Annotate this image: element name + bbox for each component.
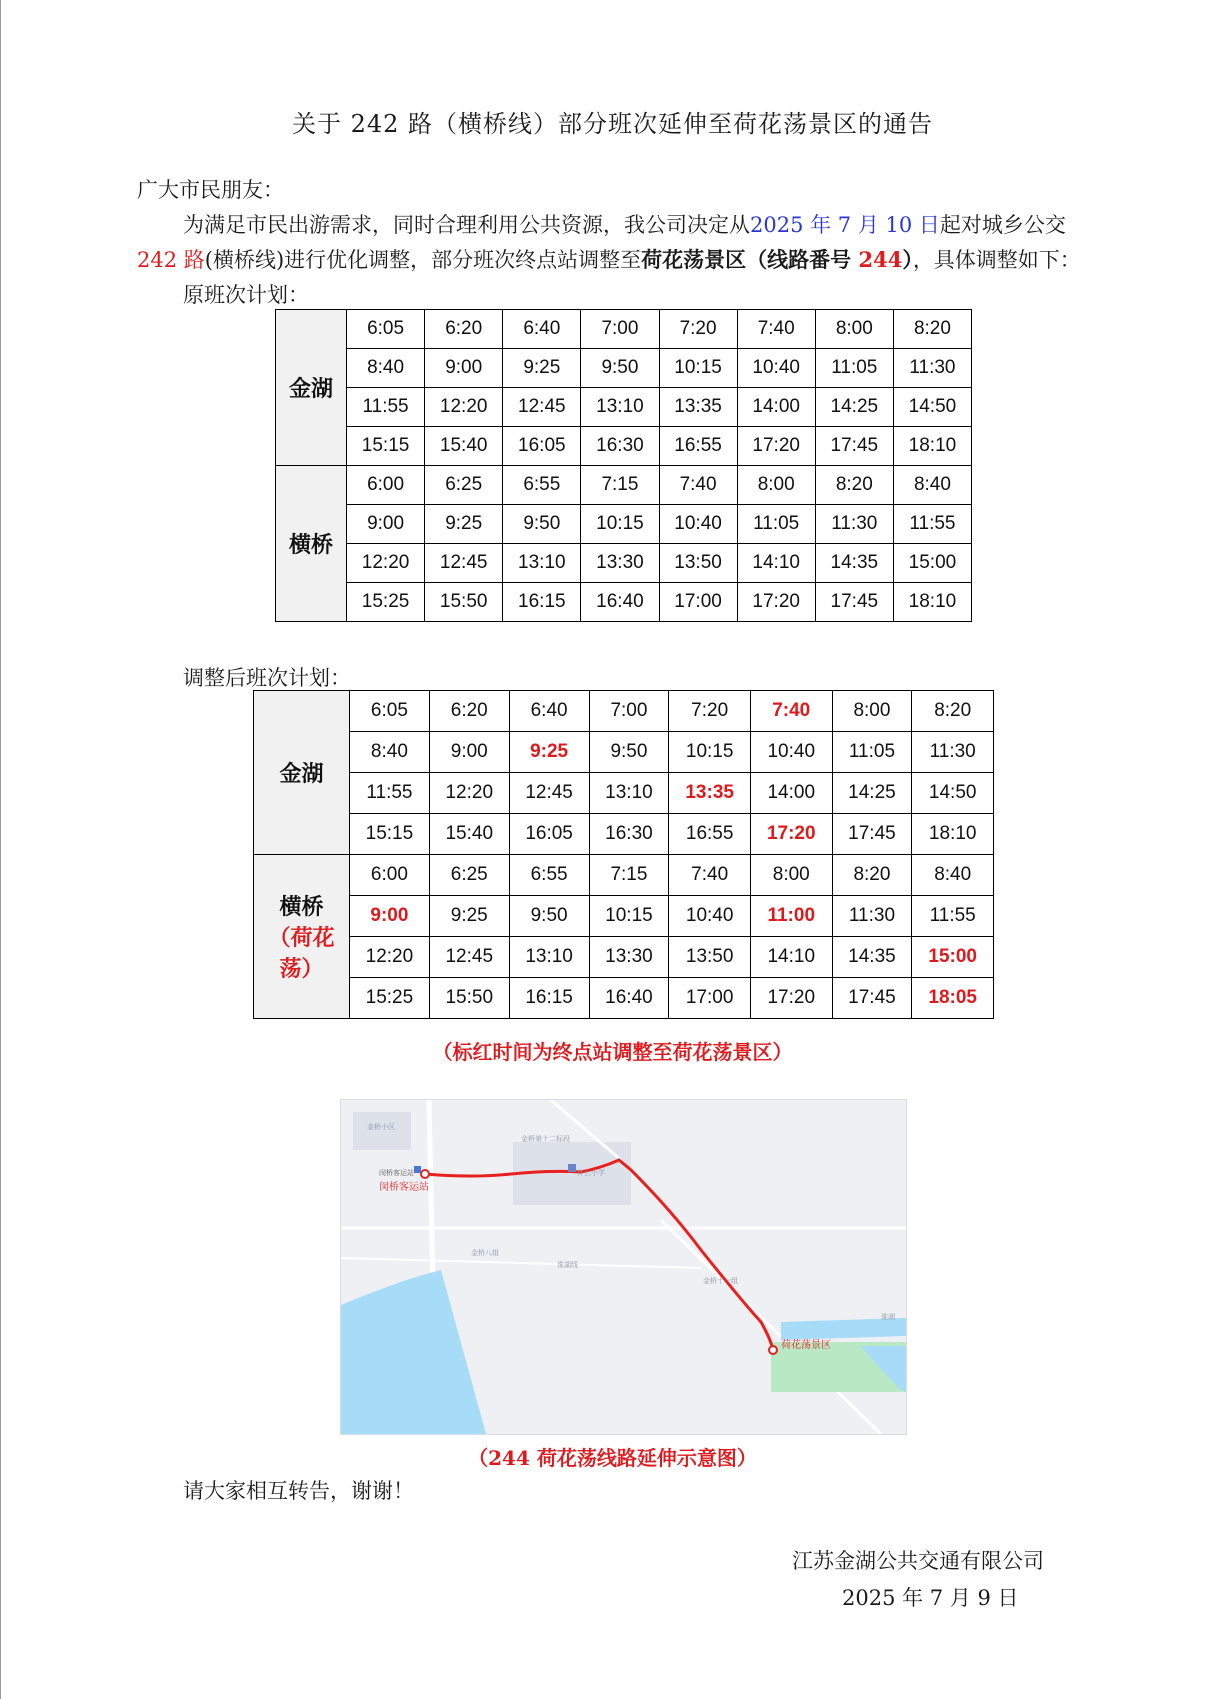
schedule-row bbox=[276, 466, 972, 505]
departure-time: 11:55 bbox=[912, 896, 994, 937]
departure-time: 9:00 bbox=[429, 732, 509, 773]
adjusted-schedule-table bbox=[253, 690, 994, 1019]
departure-time: 16:30 bbox=[581, 427, 659, 466]
body-paragraph-line-2 bbox=[137, 244, 1081, 274]
departure-time: 9:25 bbox=[503, 349, 581, 388]
route-paren-open: （线路番号 bbox=[746, 247, 859, 272]
departure-time: 13:30 bbox=[581, 544, 659, 583]
departure-time: 15:00 bbox=[893, 544, 971, 583]
schedule-row bbox=[254, 814, 994, 855]
departure-time: 16:40 bbox=[581, 583, 659, 622]
original-schedule-heading: 原班次计划： bbox=[183, 283, 309, 307]
schedule-row bbox=[254, 937, 994, 978]
departure-time: 8:40 bbox=[350, 732, 430, 773]
map-graphic bbox=[341, 1100, 906, 1434]
departure-time: 7:40 bbox=[659, 466, 737, 505]
departure-time: 14:50 bbox=[893, 388, 971, 427]
map-label-poi: 金桥第十二标段 bbox=[521, 1136, 570, 1143]
stop-sub-label: （荷花荡） bbox=[268, 925, 335, 982]
schedule-row bbox=[254, 773, 994, 814]
departure-time: 6:25 bbox=[429, 855, 509, 896]
departure-time: 10:40 bbox=[750, 732, 832, 773]
departure-time: 12:20 bbox=[425, 388, 503, 427]
departure-time: 8:20 bbox=[832, 855, 912, 896]
departure-time: 18:10 bbox=[893, 583, 971, 622]
departure-time: 11:30 bbox=[832, 896, 912, 937]
departure-time: 16:40 bbox=[589, 978, 669, 1019]
departure-time: 17:45 bbox=[815, 583, 893, 622]
departure-time: 7:40 bbox=[750, 691, 832, 732]
departure-time: 6:55 bbox=[503, 466, 581, 505]
departure-time: 17:20 bbox=[737, 583, 815, 622]
departure-time: 11:05 bbox=[815, 349, 893, 388]
route-number: 242 路 bbox=[137, 248, 205, 272]
schedule-row bbox=[276, 505, 972, 544]
departure-time: 13:10 bbox=[589, 773, 669, 814]
stop-label: 横桥 bbox=[288, 532, 333, 558]
map-label-poi: 什么小学 bbox=[577, 1170, 605, 1177]
departure-time: 16:30 bbox=[589, 814, 669, 855]
departure-time: 11:00 bbox=[750, 896, 832, 937]
route-paren-close: ） bbox=[902, 247, 913, 272]
notice-title: 关于 242 路（横桥线）部分班次延伸至荷花荡景区的通告 bbox=[291, 110, 934, 138]
map-label-end: 荷花荡景区 bbox=[781, 1340, 831, 1351]
departure-time: 8:20 bbox=[815, 466, 893, 505]
departure-time: 11:55 bbox=[893, 505, 971, 544]
departure-time: 15:15 bbox=[347, 427, 425, 466]
body-paragraph-line-1 bbox=[183, 209, 1066, 239]
departure-time: 17:00 bbox=[659, 583, 737, 622]
departure-time: 6:55 bbox=[509, 855, 589, 896]
departure-time: 12:45 bbox=[429, 937, 509, 978]
departure-time: 7:20 bbox=[659, 310, 737, 349]
departure-time: 18:10 bbox=[912, 814, 994, 855]
departure-time: 8:20 bbox=[893, 310, 971, 349]
departure-time: 15:50 bbox=[425, 583, 503, 622]
schedule-row bbox=[276, 349, 972, 388]
departure-time: 11:30 bbox=[912, 732, 994, 773]
departure-time: 7:40 bbox=[669, 855, 751, 896]
schedule-row bbox=[254, 732, 994, 773]
map-label-poi: 金桥十一组 bbox=[703, 1278, 738, 1285]
departure-time: 8:00 bbox=[750, 855, 832, 896]
departure-time: 10:15 bbox=[589, 896, 669, 937]
departure-time: 14:00 bbox=[750, 773, 832, 814]
body-text: ，具体调整如下： bbox=[912, 248, 1081, 272]
map-caption: （244 荷花荡线路延伸示意图） bbox=[468, 1446, 757, 1470]
departure-time: 6:20 bbox=[429, 691, 509, 732]
end-marker bbox=[769, 1346, 777, 1354]
departure-time: 11:05 bbox=[737, 505, 815, 544]
departure-time: 15:40 bbox=[425, 427, 503, 466]
body-text: 起对城乡公交 bbox=[939, 213, 1066, 237]
departure-time: 18:10 bbox=[893, 427, 971, 466]
departure-time: 14:25 bbox=[815, 388, 893, 427]
departure-time: 16:05 bbox=[509, 814, 589, 855]
departure-time: 13:10 bbox=[503, 544, 581, 583]
departure-time: 13:30 bbox=[589, 937, 669, 978]
departure-time: 8:00 bbox=[815, 310, 893, 349]
departure-time: 6:05 bbox=[350, 691, 430, 732]
schedule-row bbox=[276, 427, 972, 466]
stop-label: 横桥 bbox=[279, 894, 324, 920]
departure-time: 9:50 bbox=[509, 896, 589, 937]
departure-time: 14:25 bbox=[832, 773, 912, 814]
departure-time: 16:55 bbox=[669, 814, 751, 855]
map-label-start-small: 闵桥客运站 bbox=[379, 1170, 414, 1177]
map-label-poi: 金桥八组 bbox=[471, 1250, 499, 1257]
schedule-row bbox=[254, 896, 994, 937]
departure-time: 6:25 bbox=[425, 466, 503, 505]
departure-time: 11:30 bbox=[893, 349, 971, 388]
departure-time: 13:50 bbox=[669, 937, 751, 978]
departure-time: 14:10 bbox=[750, 937, 832, 978]
destination-name: 荷花荡景区 bbox=[641, 247, 747, 272]
departure-time: 13:35 bbox=[669, 773, 751, 814]
departure-time: 15:50 bbox=[429, 978, 509, 1019]
schedule-row bbox=[276, 544, 972, 583]
departure-time: 8:40 bbox=[912, 855, 994, 896]
departure-time: 7:00 bbox=[589, 691, 669, 732]
departure-time: 7:15 bbox=[589, 855, 669, 896]
departure-time: 16:05 bbox=[503, 427, 581, 466]
adjusted-schedule-heading: 调整后班次计划： bbox=[183, 666, 351, 690]
departure-time: 15:25 bbox=[350, 978, 430, 1019]
departure-time: 11:30 bbox=[815, 505, 893, 544]
departure-time: 6:00 bbox=[350, 855, 430, 896]
departure-time: 8:00 bbox=[832, 691, 912, 732]
departure-time: 16:55 bbox=[659, 427, 737, 466]
departure-time: 10:15 bbox=[581, 505, 659, 544]
departure-time: 8:00 bbox=[737, 466, 815, 505]
stop-name-hengqiao bbox=[276, 466, 347, 622]
stop-label: 金湖 bbox=[288, 376, 333, 402]
departure-time: 12:20 bbox=[350, 937, 430, 978]
departure-time: 15:15 bbox=[350, 814, 430, 855]
departure-time: 9:00 bbox=[425, 349, 503, 388]
departure-time: 6:00 bbox=[347, 466, 425, 505]
departure-time: 6:05 bbox=[347, 310, 425, 349]
departure-time: 15:25 bbox=[347, 583, 425, 622]
departure-time: 15:00 bbox=[912, 937, 994, 978]
departure-time: 6:40 bbox=[509, 691, 589, 732]
departure-time: 8:40 bbox=[347, 349, 425, 388]
schedule-row bbox=[254, 978, 994, 1019]
departure-time: 7:40 bbox=[737, 310, 815, 349]
departure-time: 18:05 bbox=[912, 978, 994, 1019]
departure-time: 10:15 bbox=[659, 349, 737, 388]
departure-time: 13:50 bbox=[659, 544, 737, 583]
departure-time: 13:35 bbox=[659, 388, 737, 427]
departure-time: 12:45 bbox=[503, 388, 581, 427]
departure-time: 14:35 bbox=[815, 544, 893, 583]
departure-time: 9:25 bbox=[429, 896, 509, 937]
departure-time: 15:40 bbox=[429, 814, 509, 855]
departure-time: 12:45 bbox=[425, 544, 503, 583]
departure-time: 10:40 bbox=[659, 505, 737, 544]
departure-time: 16:15 bbox=[503, 583, 581, 622]
map-label-poi: 金桥小区 bbox=[367, 1124, 395, 1131]
departure-time: 17:20 bbox=[750, 814, 832, 855]
stop-name-jinhu bbox=[276, 310, 347, 466]
departure-time: 11:55 bbox=[347, 388, 425, 427]
departure-time: 7:20 bbox=[669, 691, 751, 732]
departure-time: 9:50 bbox=[581, 349, 659, 388]
departure-time: 9:00 bbox=[347, 505, 425, 544]
schedule-row bbox=[276, 310, 972, 349]
departure-time: 17:00 bbox=[669, 978, 751, 1019]
map-label-poi: 淮湖 bbox=[881, 1314, 895, 1321]
departure-time: 14:00 bbox=[737, 388, 815, 427]
departure-time: 13:10 bbox=[581, 388, 659, 427]
departure-time: 9:25 bbox=[509, 732, 589, 773]
departure-time: 12:20 bbox=[429, 773, 509, 814]
departure-time: 9:00 bbox=[350, 896, 430, 937]
departure-time: 14:50 bbox=[912, 773, 994, 814]
stop-name-hengqiao bbox=[254, 855, 350, 1019]
closing-line: 请大家相互转告，谢谢！ bbox=[183, 1479, 414, 1503]
departure-time: 13:10 bbox=[509, 937, 589, 978]
stop-name-jinhu bbox=[254, 691, 350, 855]
departure-time: 17:20 bbox=[750, 978, 832, 1019]
departure-time: 10:40 bbox=[669, 896, 751, 937]
departure-time: 14:35 bbox=[832, 937, 912, 978]
departure-time: 9:25 bbox=[425, 505, 503, 544]
new-route-number: 244 bbox=[858, 247, 903, 272]
effective-date: 2025 年 7 月 10 日 bbox=[750, 213, 940, 237]
start-marker bbox=[421, 1170, 429, 1178]
departure-time: 8:20 bbox=[912, 691, 994, 732]
departure-time: 10:40 bbox=[737, 349, 815, 388]
departure-time: 7:15 bbox=[581, 466, 659, 505]
departure-time: 8:40 bbox=[893, 466, 971, 505]
departure-time: 10:15 bbox=[669, 732, 751, 773]
departure-time: 17:45 bbox=[832, 814, 912, 855]
greeting: 广大市民朋友： bbox=[137, 178, 284, 202]
departure-time: 16:15 bbox=[509, 978, 589, 1019]
departure-time: 17:45 bbox=[832, 978, 912, 1019]
departure-time: 9:50 bbox=[503, 505, 581, 544]
body-text: (横桥线)进行优化调整，部分班次终点站调整至 bbox=[204, 248, 642, 272]
schedule-row bbox=[254, 691, 994, 732]
departure-time: 9:50 bbox=[589, 732, 669, 773]
signature-company: 江苏金湖公共交通有限公司 bbox=[792, 1549, 1044, 1573]
signature-date: 2025 年 7 月 9 日 bbox=[842, 1586, 1019, 1610]
body-text: 为满足市民出游需求，同时合理利用公共资源，我公司决定从 bbox=[183, 213, 750, 237]
departure-time: 6:20 bbox=[425, 310, 503, 349]
departure-time: 11:55 bbox=[350, 773, 430, 814]
departure-time: 12:20 bbox=[347, 544, 425, 583]
departure-time: 14:10 bbox=[737, 544, 815, 583]
schedule-row bbox=[254, 855, 994, 896]
schedule-row bbox=[276, 583, 972, 622]
departure-time: 11:05 bbox=[832, 732, 912, 773]
stop-label: 金湖 bbox=[279, 761, 324, 787]
route-map bbox=[340, 1099, 907, 1435]
map-label-start: 闵桥客运站 bbox=[379, 1182, 429, 1193]
departure-time: 12:45 bbox=[509, 773, 589, 814]
departure-time: 17:20 bbox=[737, 427, 815, 466]
departure-time: 7:00 bbox=[581, 310, 659, 349]
departure-time: 6:40 bbox=[503, 310, 581, 349]
schedule-row bbox=[276, 388, 972, 427]
departure-time: 17:45 bbox=[815, 427, 893, 466]
original-schedule-table bbox=[275, 309, 972, 622]
table-note: （标红时间为终点站调整至荷花荡景区） bbox=[432, 1040, 793, 1064]
map-label-poi: 淮湖线 bbox=[557, 1262, 578, 1269]
